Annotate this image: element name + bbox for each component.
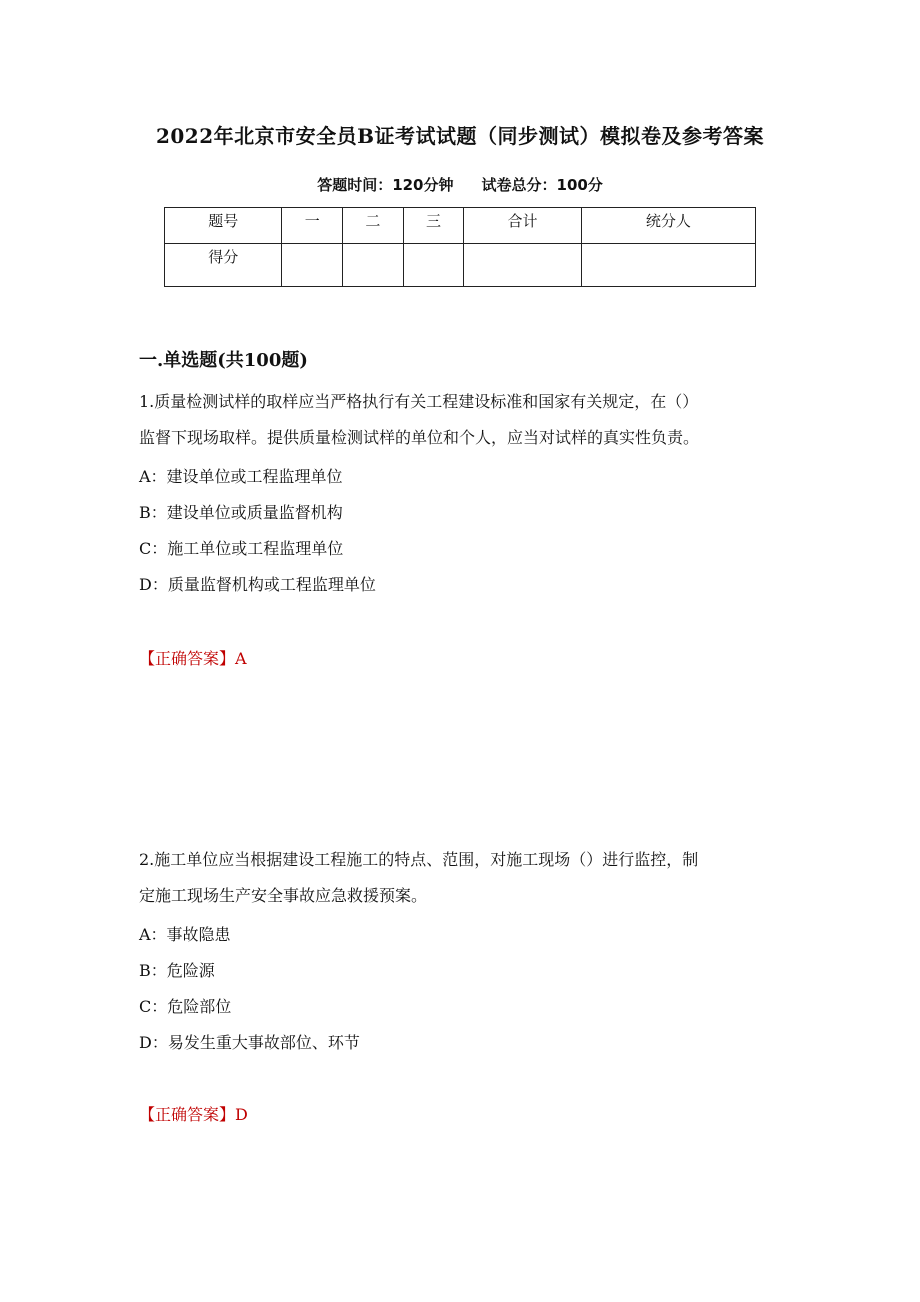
score-table-cell: 得分 (165, 244, 282, 287)
score-table-cell: 题号 (165, 208, 282, 244)
question-2-option-b: B：危险源 (139, 961, 215, 980)
score-table-cell: 一 (282, 208, 343, 244)
score-input-cell (343, 244, 404, 287)
question-2-answer: 【正确答案】D (139, 1105, 248, 1124)
score-table-cell: 三 (403, 208, 464, 244)
score-table-cell: 统分人 (581, 208, 755, 244)
score-table (164, 207, 756, 287)
score-table-header-row (165, 208, 756, 244)
question-line: 1.质量检测试样的取样应当严格执行有关工程建设标准和国家有关规定，在（） (139, 392, 699, 411)
score-input-cell (403, 244, 464, 287)
question-2-option-c: C：危险部位 (139, 997, 232, 1016)
question-1-text (139, 384, 789, 456)
section-title: 一.单选题(共100题) (139, 350, 308, 371)
exam-time: 答题时间：120分钟 (317, 176, 454, 194)
score-input-cell (581, 244, 755, 287)
score-table-cell: 二 (343, 208, 404, 244)
question-2-text (139, 842, 789, 914)
question-2-option-d: D：易发生重大事故部位、环节 (139, 1033, 360, 1052)
question-1-answer: 【正确答案】A (139, 649, 247, 668)
score-input-cell (464, 244, 581, 287)
question-1-option-b: B：建设单位或质量监督机构 (139, 503, 343, 522)
exam-total-score: 试卷总分：100分 (481, 176, 603, 194)
question-1-option-c: C：施工单位或工程监理单位 (139, 539, 344, 558)
question-2-option-a: A：事故隐患 (139, 925, 231, 944)
score-table-cell: 合计 (464, 208, 581, 244)
score-input-cell (282, 244, 343, 287)
document-title: 2022年北京市安全员B证考试试题（同步测试）模拟卷及参考答案 (155, 124, 765, 148)
question-line: 2.施工单位应当根据建设工程施工的特点、范围，对施工现场（）进行监控，制 (139, 850, 699, 869)
score-table-score-row (165, 244, 756, 287)
exam-meta (0, 174, 920, 195)
question-1-option-a: A：建设单位或工程监理单位 (139, 467, 343, 486)
question-1-option-d: D：质量监督机构或工程监理单位 (139, 575, 376, 594)
question-line: 定施工现场生产安全事故应急救援预案。 (139, 886, 428, 905)
question-line: 监督下现场取样。提供质量检测试样的单位和个人，应当对试样的真实性负责。 (139, 428, 700, 447)
